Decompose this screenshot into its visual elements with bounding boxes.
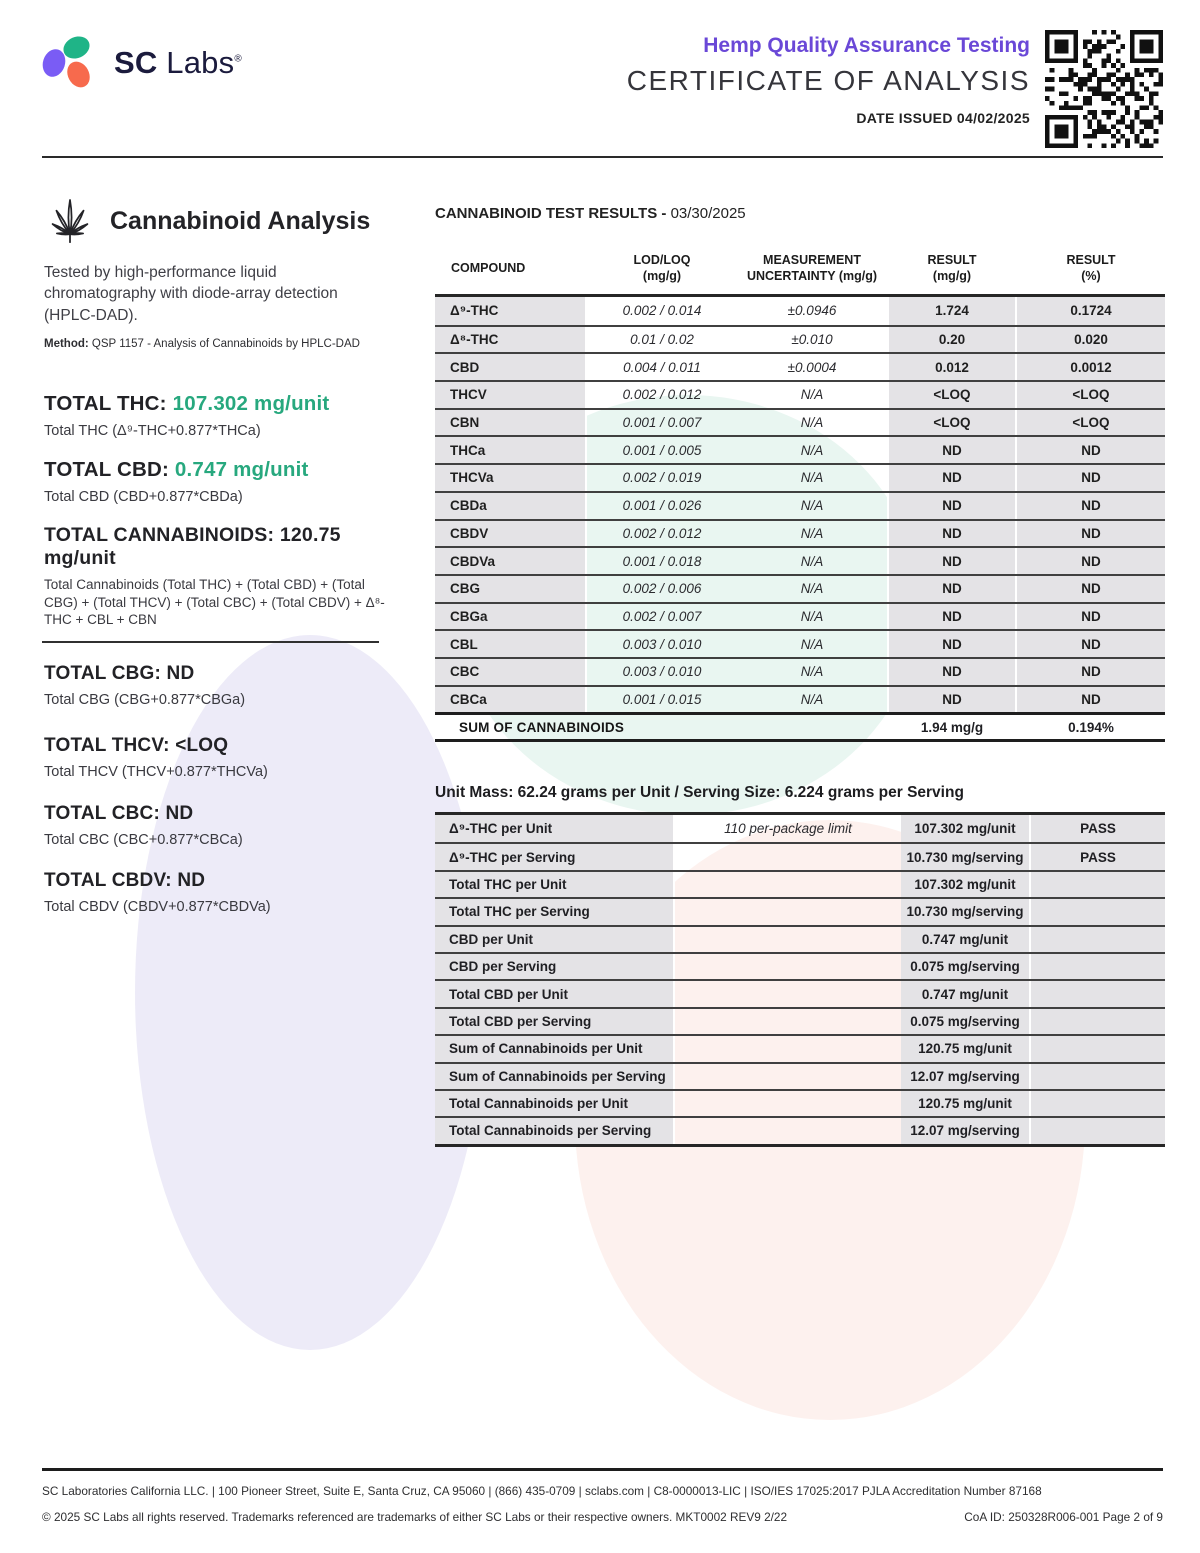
table-row: THCa 0.001 / 0.005 N/A ND ND (435, 435, 1165, 463)
total-cbdv-block: TOTAL CBDV: ND Total CBDV (CBDV+0.877*CBDVa) (44, 870, 271, 915)
total-cbd-block: TOTAL CBD: 0.747 mg/unit Total CBD (CBD+0.877*CBDa) (44, 458, 309, 505)
table-row: Sum of Cannabinoids per Serving 12.07 mg/serving (435, 1062, 1165, 1089)
qr-code (1045, 30, 1163, 148)
table-row: Sum of Cannabinoids per Unit 120.75 mg/unit (435, 1034, 1165, 1061)
table-row: Total CBD per Unit 0.747 mg/unit (435, 979, 1165, 1006)
table-row: Total CBD per Serving 0.075 mg/serving (435, 1007, 1165, 1034)
table-row: CBL 0.003 / 0.010 N/A ND ND (435, 629, 1165, 657)
table-row: CBG 0.002 / 0.006 N/A ND ND (435, 574, 1165, 602)
footer-lab-info: SC Laboratories California LLC. | 100 Pioneer Street, Suite E, Santa Cruz, CA 95060 | (866) 435-0709 | sclabs.com | C8-0000013-LIC | ISO/IES 17025:2017 PJLA Accreditation Number 87168 (42, 1484, 1042, 1498)
table-row: CBDVa 0.001 / 0.018 N/A ND ND (435, 546, 1165, 574)
cannabinoid-analysis-header (42, 192, 370, 250)
total-cbg-block: TOTAL CBG: ND Total CBG (CBG+0.877*CBGa) (44, 663, 246, 708)
sclabs-logo-text: SC Labs® (114, 45, 242, 80)
results-table-header (435, 242, 1165, 294)
column-header-lodloq: LOD/LOQ (mg/g) (633, 252, 691, 283)
sclabs-logo (42, 34, 242, 92)
sum-of-cannabinoids-row: SUM OF CANNABINOIDS 1.94 mg/g 0.194% (435, 712, 1165, 742)
table-row: CBD per Serving 0.075 mg/serving (435, 952, 1165, 979)
total-cannabinoids-block: TOTAL CANNABINOIDS: 120.75 mg/unit Total Cannabinoids (Total THC) + (Total CBD) + (Total CBG) + (Total THCV) + (Total CBC) + (Total CBDV) + Δ⁸-THC + CBL + CBN (44, 524, 385, 628)
table-row: CBGa 0.002 / 0.007 N/A ND ND (435, 602, 1165, 630)
column-header-result-pct: RESULT (%) (1066, 252, 1116, 283)
table-row: CBCa 0.001 / 0.015 N/A ND ND (435, 685, 1165, 713)
footer-coa-id: CoA ID: 250328R006-001 Page 2 of 9 (964, 1510, 1163, 1524)
results-table-title: CANNABINOID TEST RESULTS - 03/30/2025 (435, 205, 746, 222)
sum-result-pct: 0.194% (1068, 719, 1114, 735)
section-title: Cannabinoid Analysis (110, 206, 371, 235)
table-row: THCVa 0.002 / 0.019 N/A ND ND (435, 463, 1165, 491)
results-table-body (435, 294, 1165, 742)
table-row: CBN 0.001 / 0.007 N/A <LOQ <LOQ (435, 408, 1165, 436)
certificate-title: CERTIFICATE OF ANALYSIS (626, 65, 1030, 96)
column-header-compound: COMPOUND (451, 260, 526, 275)
table-row: Total THC per Unit 107.302 mg/unit (435, 870, 1165, 897)
method-line: Method: QSP 1157 - Analysis of Cannabinoids by HPLC-DAD (44, 338, 360, 350)
table-row: Δ⁹-THC per Unit 110 per-package limit 107.302 mg/unit PASS (435, 815, 1165, 842)
footer-divider (42, 1468, 1163, 1471)
footer-copyright: © 2025 SC Labs all rights reserved. Trademarks referenced are trademarks of either SC Labs or their respective owners. MKT0002 REV9 2/22 (42, 1510, 788, 1524)
total-cannabinoids-value: 120.75 mg/unit (44, 524, 341, 569)
table-row: CBC 0.003 / 0.010 N/A ND ND (435, 657, 1165, 685)
sclabs-logo-icon (42, 34, 100, 92)
table-row: CBD per Unit 0.747 mg/unit (435, 925, 1165, 952)
table-row: Total THC per Serving 10.730 mg/serving (435, 897, 1165, 924)
table-row: Δ⁹-THC 0.002 / 0.014 ±0.0946 1.724 0.1724 (435, 297, 1165, 325)
unit-mass-title: Unit Mass: 62.24 grams per Unit / Serving Size: 6.224 grams per Serving (435, 784, 964, 801)
date-issued: DATE ISSUED 04/02/2025 (856, 110, 1030, 126)
unit-serving-table (435, 812, 1165, 1147)
table-row: CBDa 0.001 / 0.026 N/A ND ND (435, 491, 1165, 519)
cannabis-leaf-icon (42, 192, 98, 250)
total-thcv-block: TOTAL THCV: <LOQ Total THCV (THCV+0.877*THCVa) (44, 735, 268, 780)
sum-result-mg: 1.94 mg/g (920, 719, 984, 735)
table-row: Total Cannabinoids per Unit 120.75 mg/unit (435, 1089, 1165, 1116)
footer-legal-row (42, 1510, 1163, 1524)
table-row: CBDV 0.002 / 0.012 N/A ND ND (435, 519, 1165, 547)
program-title: Hemp Quality Assurance Testing (703, 34, 1030, 57)
table-row: THCV 0.002 / 0.012 N/A <LOQ <LOQ (435, 380, 1165, 408)
header-title-block (410, 34, 1030, 126)
header-divider (42, 156, 1163, 158)
total-thc-value: 107.302 mg/unit (172, 392, 330, 415)
column-header-uncertainty: MEASUREMENT UNCERTAINTY (mg/g) (746, 252, 878, 283)
total-thc-block: TOTAL THC: 107.302 mg/unit Total THC (Δ⁹-THC+0.877*THCa) (44, 392, 330, 439)
total-cbd-value: 0.747 mg/unit (174, 458, 309, 481)
table-row: Δ⁹-THC per Serving 10.730 mg/serving PASS (435, 842, 1165, 869)
table-row: Total Cannabinoids per Serving 12.07 mg/serving (435, 1116, 1165, 1143)
left-column-divider (42, 641, 379, 643)
column-header-result-mg: RESULT (mg/g) (927, 252, 977, 283)
total-cbc-block: TOTAL CBC: ND Total CBC (CBC+0.877*CBCa) (44, 803, 243, 848)
method-description: Tested by high-performance liquid chromatography with diode-array detection (HPLC-DAD). (44, 264, 338, 324)
table-row: CBD 0.004 / 0.011 ±0.0004 0.012 0.0012 (435, 352, 1165, 380)
table-row: Δ⁸-THC 0.01 / 0.02 ±0.010 0.20 0.020 (435, 325, 1165, 353)
